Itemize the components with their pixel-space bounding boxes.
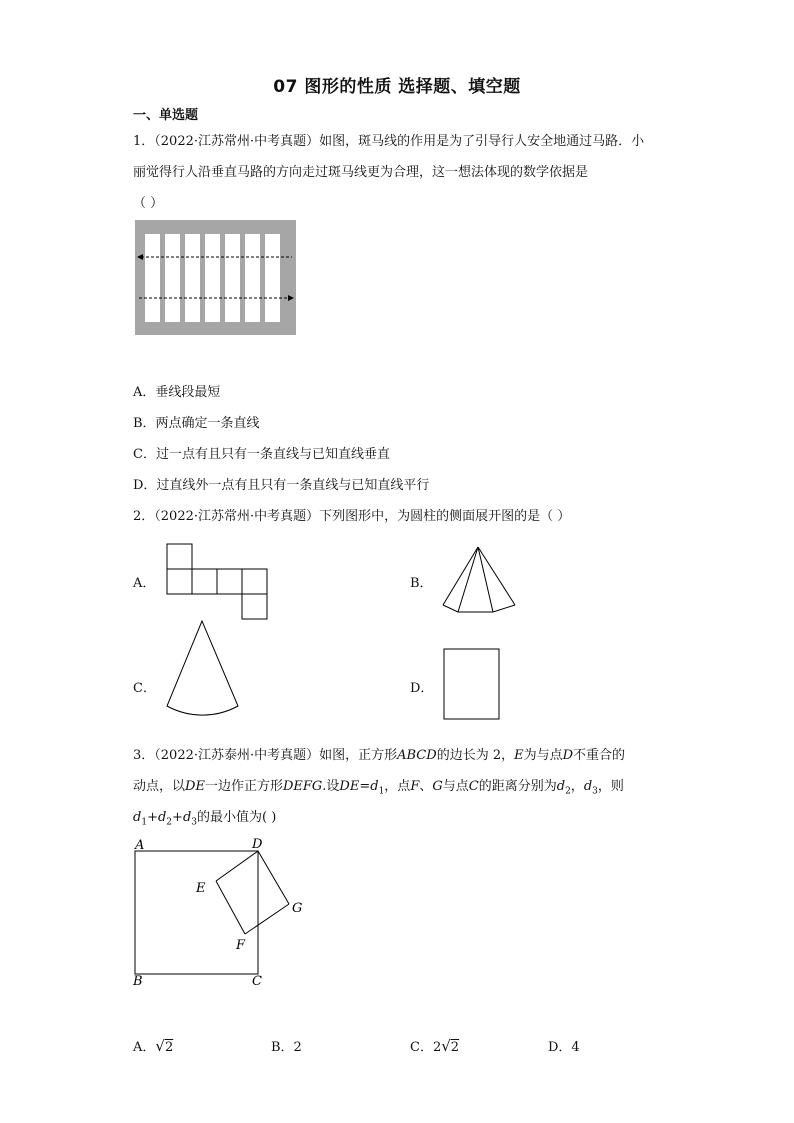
label-f: F xyxy=(236,938,246,953)
stripe xyxy=(265,234,280,322)
q1-option-b: B．两点确定一条直线 xyxy=(133,416,260,431)
stripe xyxy=(185,234,200,322)
stripe xyxy=(205,234,220,322)
q3-line3: $d_1+d_2+d_3$的最小值为( ) xyxy=(133,810,277,828)
label-a: A xyxy=(135,838,145,853)
label-g: G xyxy=(292,901,303,916)
stripe xyxy=(225,234,240,322)
q2-option-b: B． xyxy=(410,576,433,591)
q1-line1: 1．（2022·江苏常州·中考真题）如图，斑马线的作用是为了引导行人安全地通过马路．小 xyxy=(133,134,645,149)
sector-figure xyxy=(160,618,245,720)
q3-option-d: D．4 xyxy=(548,1040,580,1055)
page-title: 07 图形的性质 选择题、填空题 xyxy=(273,77,521,97)
label-b: B xyxy=(133,974,143,989)
stripe xyxy=(165,234,180,322)
zebra-stripes xyxy=(145,234,280,322)
label-e: E xyxy=(196,881,206,896)
q1-line2: 丽觉得行人沿垂直马路的方向走过斑马线更为合理，这一想法体现的数学依据是 xyxy=(133,165,589,180)
stripe xyxy=(145,234,160,322)
q3-option-c: C．2√2 xyxy=(410,1037,460,1055)
q1-option-a: A．垂线段最短 xyxy=(133,385,221,400)
q1-option-d: D．过直线外一点有且只有一条直线与已知直线平行 xyxy=(133,478,430,493)
square-abcd xyxy=(135,851,258,974)
stripe xyxy=(245,234,260,322)
q1-option-c: C．过一点有且只有一条直线与已知直线垂直 xyxy=(133,447,390,462)
q3-line2: 动点，以DE一边作正方形DEFG.设$DE=d_1$，点F、G与点C的距离分别为$d_2$，$d_3$，则 xyxy=(133,779,624,797)
q3-option-b: B．2 xyxy=(271,1040,302,1055)
zebra-crossing-figure xyxy=(135,220,297,336)
label-c: C xyxy=(252,974,262,989)
pyramid-net-figure xyxy=(440,545,520,615)
q2-option-d: D． xyxy=(410,681,434,696)
section-heading: 一、单选题 xyxy=(133,108,199,123)
q1-paren: （ ） xyxy=(133,196,164,211)
q2-line1: 2．（2022·江苏常州·中考真题）下列图形中，为圆柱的侧面展开图的是（ ） xyxy=(133,509,571,524)
q2-option-a: A． xyxy=(133,576,156,591)
q2-option-c: C． xyxy=(133,681,156,696)
cube-net-figure xyxy=(165,542,270,622)
rectangle-figure xyxy=(443,647,501,721)
label-d: D xyxy=(252,837,263,852)
square-figure xyxy=(128,835,318,995)
q3-line1: 3．（2022·江苏泰州·中考真题）如图，正方形ABCD的边长为 2，E为与点D不重合的 xyxy=(133,748,626,763)
q3-option-a: A．√2 xyxy=(133,1037,174,1055)
